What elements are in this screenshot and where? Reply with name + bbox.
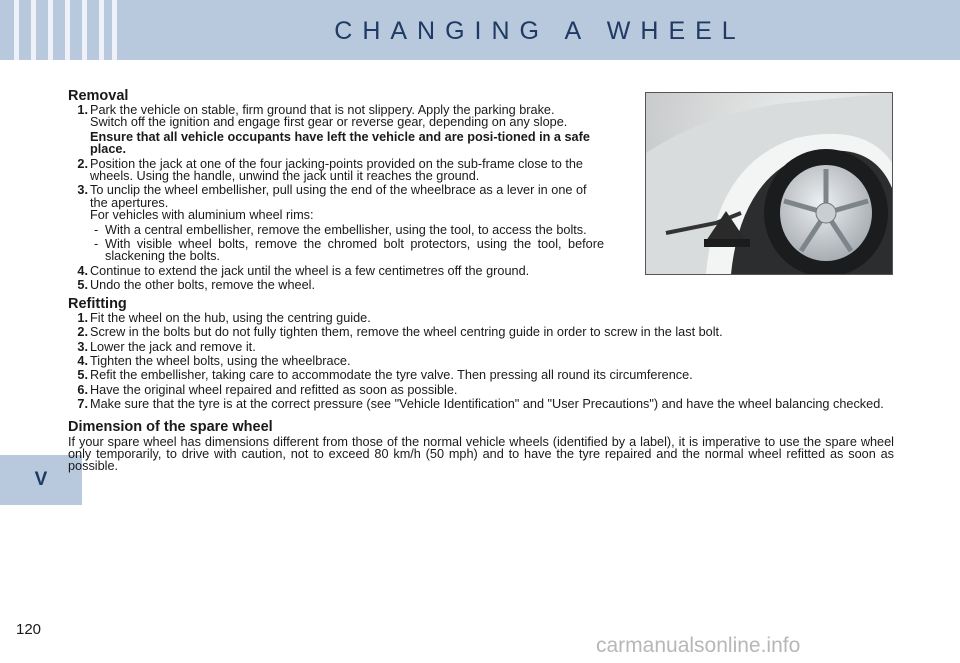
step-number: 3. xyxy=(77,339,88,354)
step-text: Screw in the bolts but do not fully tighten them, remove the wheel centring guide in order to screw in the last bolt. xyxy=(90,325,723,340)
removal-heading: Removal xyxy=(68,88,129,104)
list-item xyxy=(68,265,604,277)
spare-wheel-section xyxy=(68,419,894,473)
header-stripe xyxy=(112,0,117,60)
header-stripe xyxy=(99,0,104,60)
step-text: Refit the embellisher, taking care to accommodate the tyre valve. Then pressing all round its circumference. xyxy=(90,368,693,383)
list-item xyxy=(68,312,894,324)
list-item xyxy=(68,104,604,156)
step-number: 1. xyxy=(77,103,88,117)
step-text: Lower the jack and remove it. xyxy=(90,339,256,354)
list-item xyxy=(68,184,604,262)
step-number: 4. xyxy=(77,353,88,368)
header-band xyxy=(0,0,960,60)
list-item xyxy=(68,158,604,183)
step-number: 4. xyxy=(77,263,88,278)
header-stripe xyxy=(31,0,36,60)
step-number: 1. xyxy=(77,310,88,325)
dash-item: - With a central embellisher, remove the embellisher, using the tool, to access the bolts. xyxy=(94,222,587,237)
warning-text: Ensure that all vehicle occupants have left the vehicle and are posi-tioned in a safe place. xyxy=(90,129,590,157)
header-stripe xyxy=(82,0,87,60)
list-item xyxy=(68,279,604,291)
list-item xyxy=(68,326,894,338)
step-number: 6. xyxy=(77,382,88,397)
page-number: 120 xyxy=(16,621,42,638)
step-text: Position the jack at one of the four jacking-points provided on the sub-frame close to the wheels. Using the handle, unwind the jack until it reaches the ground. xyxy=(90,156,583,184)
step-number: 2. xyxy=(77,156,88,171)
section-tab: V xyxy=(0,455,82,505)
list-item xyxy=(68,341,894,353)
step-number: 5. xyxy=(77,368,88,383)
dash-text: With visible wheel bolts, remove the chromed bolt protectors, using the tool, before slackening the bolts. xyxy=(105,237,604,264)
step-text: Have the original wheel repaired and refitted as soon as possible. xyxy=(90,382,458,397)
header-stripe xyxy=(14,0,19,60)
watermark: carmanualsonline.info xyxy=(596,634,801,657)
main-content xyxy=(68,88,894,473)
list-item xyxy=(68,398,894,410)
spare-heading: Dimension of the spare wheel xyxy=(68,418,273,435)
header-stripe xyxy=(48,0,53,60)
list-item xyxy=(68,384,894,396)
step-number: 5. xyxy=(77,278,88,293)
step-text: Switch off the ignition and engage first gear or reverse gear, depending on any slope. xyxy=(90,115,568,130)
page-title: CHANGING A WHEEL xyxy=(334,17,746,45)
step-number: 7. xyxy=(77,397,88,412)
list-item xyxy=(68,369,894,381)
removal-steps xyxy=(68,104,604,292)
refitting-steps xyxy=(68,312,894,411)
refitting-heading: Refitting xyxy=(68,295,127,312)
dash-item: - With visible wheel bolts, remove the chromed bolt protectors, using the tool, before slackening the bolts. xyxy=(94,237,604,264)
step-text: Fit the wheel on the hub, using the centring guide. xyxy=(90,310,371,325)
step-text: Undo the other bolts, remove the wheel. xyxy=(90,278,315,293)
step-text: Park the vehicle on stable, firm ground that is not slippery. Apply the parking brake. xyxy=(90,103,555,117)
step-number: 2. xyxy=(77,325,88,340)
spare-body: If your spare wheel has dimensions different from those of the normal vehicle wheels (identified by a label), it is imperative to use the spare wheel only temporarily, to drive with caution, not to exceed 80 km/h (50 mph) and to have the tyre repaired and the normal wheel refitted as soon as possible. xyxy=(68,434,894,474)
step-text: For vehicles with aluminium wheel rims: xyxy=(90,208,314,223)
step-number: 3. xyxy=(77,183,88,198)
step-text: Continue to extend the jack until the wheel is a few centimetres off the ground. xyxy=(90,263,530,278)
step-text: Make sure that the tyre is at the correct pressure (see "Vehicle Identification" and "User Precautions") and have the wheel balancing checked. xyxy=(90,397,884,412)
dash-text: With a central embellisher, remove the embellisher, using the tool, to access the bolts. xyxy=(105,222,587,237)
list-item xyxy=(68,355,894,367)
header-stripe xyxy=(65,0,70,60)
step-text: To unclip the wheel embellisher, pull using the end of the wheelbrace as a lever in one of the apertures. xyxy=(90,183,587,210)
step-text: Tighten the wheel bolts, using the wheelbrace. xyxy=(90,353,351,368)
